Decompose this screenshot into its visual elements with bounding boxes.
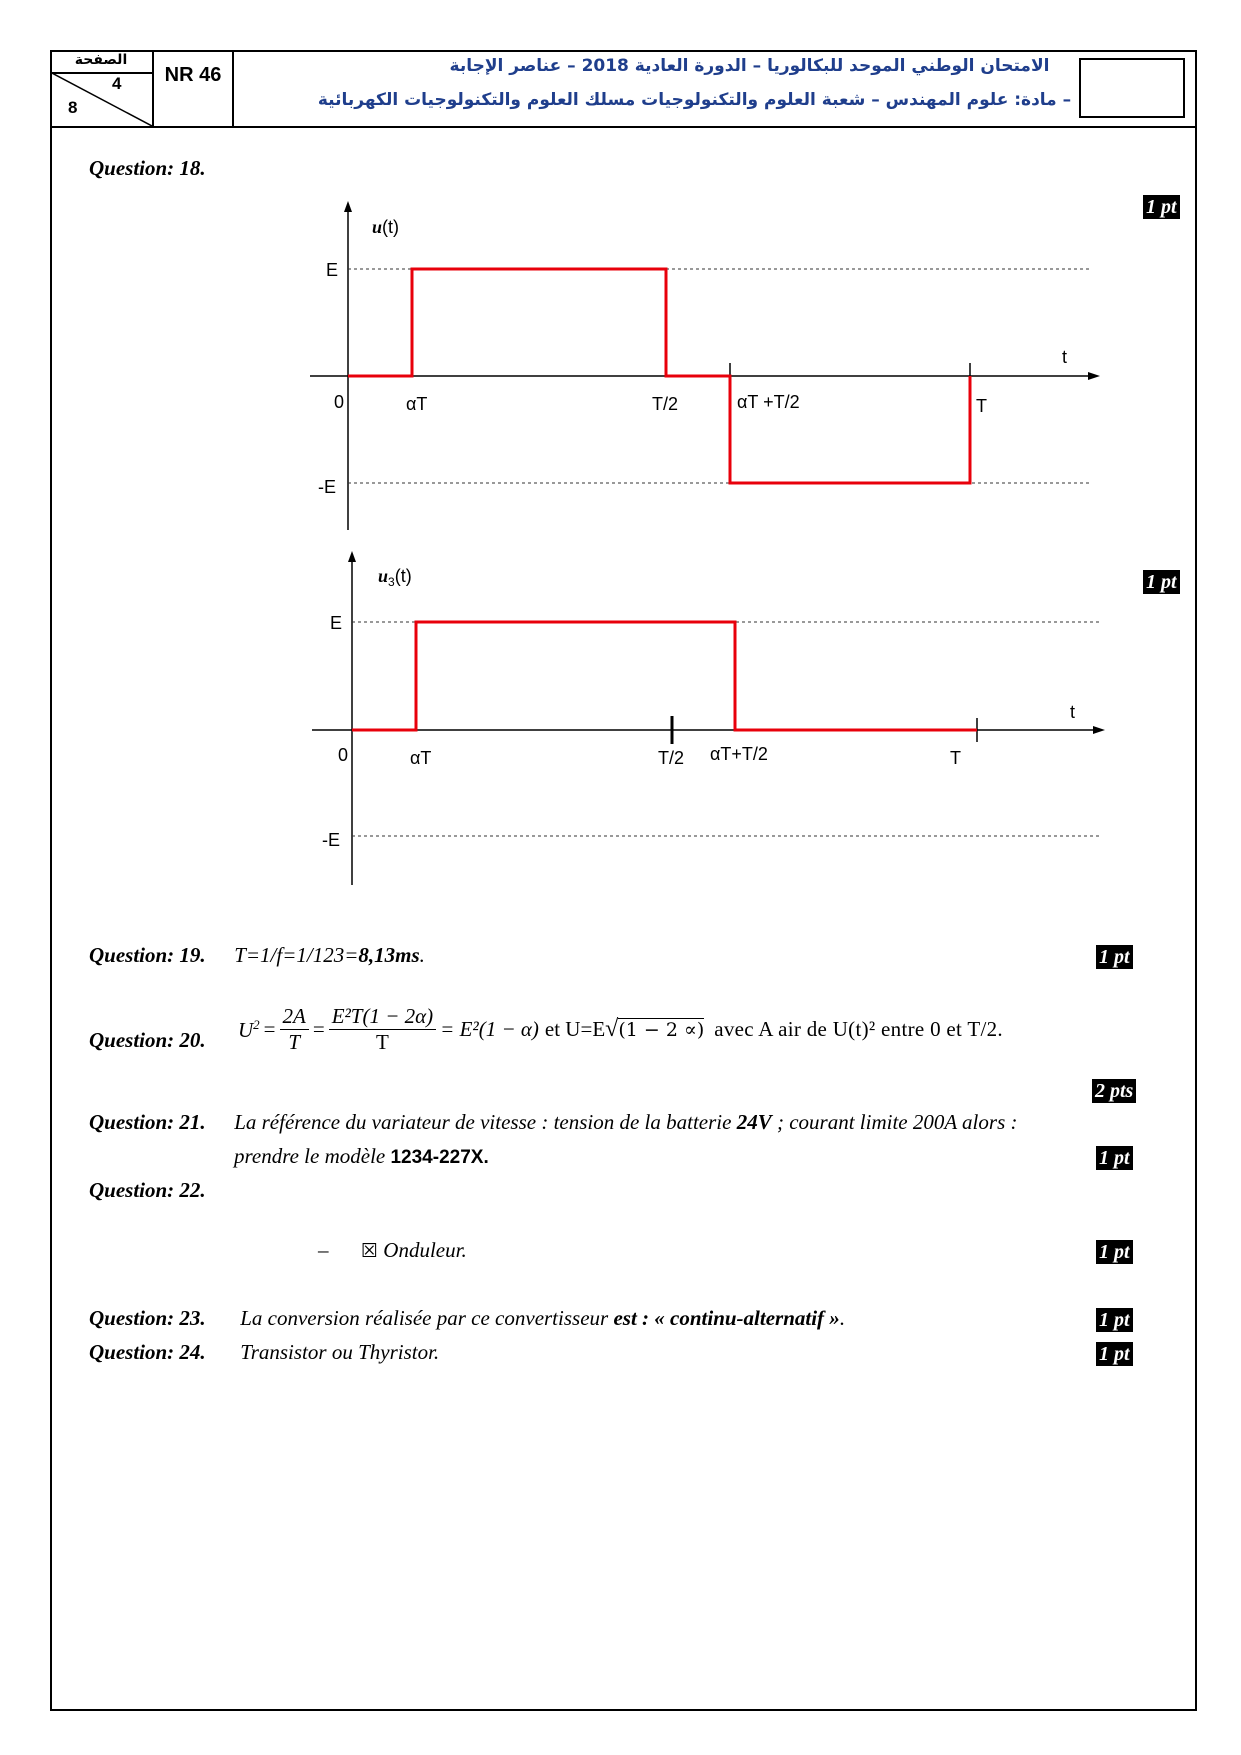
q21-line2: prendre le modèle 1234-227X.: [234, 1144, 489, 1168]
t-label: t: [1070, 702, 1076, 722]
q18-graph2-points: 1 pt: [1143, 570, 1180, 594]
tick-T: T: [976, 396, 987, 416]
u-ylabel: u(t): [372, 217, 400, 237]
q20-frac2: $\frac{\text{E²T(1 − 2α)}}{T}$: [329, 1004, 436, 1055]
tick-alphaT-plus-T-half: αT+T/2: [710, 744, 768, 764]
exam-code: NR 46: [154, 50, 234, 126]
q22-label-wrap: [89, 1178, 206, 1203]
zero-label: 0: [338, 745, 349, 765]
E-label: E: [330, 613, 343, 633]
page-number-box: [50, 50, 154, 126]
stamp-box: [1079, 58, 1185, 118]
q24-line: [89, 1340, 439, 1365]
graph-u3-t: [300, 550, 1110, 890]
minus-E-label: -E: [322, 830, 340, 850]
q20-label-wrap: [89, 1028, 206, 1053]
graph-u-t: [300, 200, 1110, 540]
q18-graph1-points: 1 pt: [1143, 195, 1180, 219]
tick-alphaT-plus-T-half: αT +T/2: [737, 392, 800, 412]
q20-lhs: $U^2$: [238, 1016, 260, 1042]
checked-box-icon: ☒: [361, 1240, 379, 1262]
q23-line: Question: 23. La conversion réalisée par ce convertisseur est : « continu-alternatif ».: [89, 1306, 846, 1330]
q20-label: Question: 20.: [89, 1028, 206, 1052]
q22-answer-line: – ☒ Onduleur.: [318, 1238, 467, 1262]
x-axis-arrow: [1088, 372, 1100, 380]
q24-points: 1 pt: [1096, 1342, 1133, 1366]
q20-end: avec A air de U(t)² entre 0 et T/2.: [714, 1017, 1003, 1041]
q24-label: Question: 24.: [89, 1340, 206, 1364]
q20-frac1: $\frac{2A}{T}$: [280, 1004, 309, 1055]
q19-line: Question: 19. T=1/f=1/123=8,13ms.: [89, 943, 425, 967]
E-label: E: [326, 260, 339, 280]
tick-T-half: T/2: [658, 748, 685, 768]
page-label: الصفحة: [50, 50, 152, 74]
minus-E-label: -E: [318, 477, 336, 497]
q19-label: Question: 19.: [89, 943, 206, 967]
q20-points: 2 pts: [1092, 1079, 1136, 1103]
q22-answer: Onduleur.: [383, 1238, 467, 1262]
q24-text: Transistor ou Thyristor.: [240, 1340, 440, 1364]
q22-label: Question: 22.: [89, 1178, 206, 1202]
t-label: t: [1062, 347, 1068, 367]
exam-title: [234, 50, 1195, 126]
tick-alphaT: αT: [406, 394, 428, 414]
q20-rhs: = E²(1 − α): [440, 1017, 539, 1041]
q18-label: Question: 18.: [89, 156, 206, 180]
y-axis-arrow: [348, 551, 356, 562]
page-number: 4: [112, 74, 122, 93]
q20-sqrt: (1 − 2 ∝): [618, 1019, 705, 1041]
tick-alphaT: αT: [410, 748, 432, 768]
page-header: [50, 50, 1197, 128]
tick-T: T: [950, 748, 961, 768]
q20-equation: $U^2$ = $\frac{2A}{T}$ = $\frac{\text{E²T(1 − 2α)}}{T}$ = E²(1 − α) et U=E √ (1 − 2 ∝) avec A air de U(t)² entre 0 et T/2.: [238, 1004, 1003, 1054]
zero-label: 0: [334, 392, 345, 412]
u3-signal: [352, 622, 977, 730]
q22-points: 1 pt: [1096, 1240, 1133, 1264]
tick-T-half: T/2: [652, 394, 679, 414]
q21-points: 1 pt: [1096, 1146, 1133, 1170]
title-line-1: الامتحان الوطني الموحد للبكالوريا – الدورة العادية 2018 – عناصر الإجابة: [449, 56, 1050, 76]
q19-points: 1 pt: [1096, 945, 1133, 969]
q23-points: 1 pt: [1096, 1308, 1133, 1332]
title-line-2: – مادة: علوم المهندس – شعبة العلوم والتكنولوجيات مسلك العلوم والتكنولوجيات الكهربائية: [317, 90, 1072, 110]
x-axis-arrow: [1093, 726, 1105, 734]
q20-mid: et U=E: [544, 1017, 606, 1041]
q23-label: Question: 23.: [89, 1306, 206, 1330]
u3-ylabel: $u_3(t)$: [378, 566, 412, 589]
q19-result: 8,13ms: [358, 943, 420, 967]
page-diagonal: [50, 72, 152, 126]
page-total: 8: [68, 98, 78, 117]
q21-line1: Question: 21. La référence du variateur de vitesse : tension de la batterie 24V ; courant limite 200A alors :: [89, 1110, 1018, 1134]
q19-text: T=1/f=1/123=: [234, 943, 359, 967]
q21-label: Question: 21.: [89, 1110, 206, 1134]
y-axis-arrow: [344, 201, 352, 212]
